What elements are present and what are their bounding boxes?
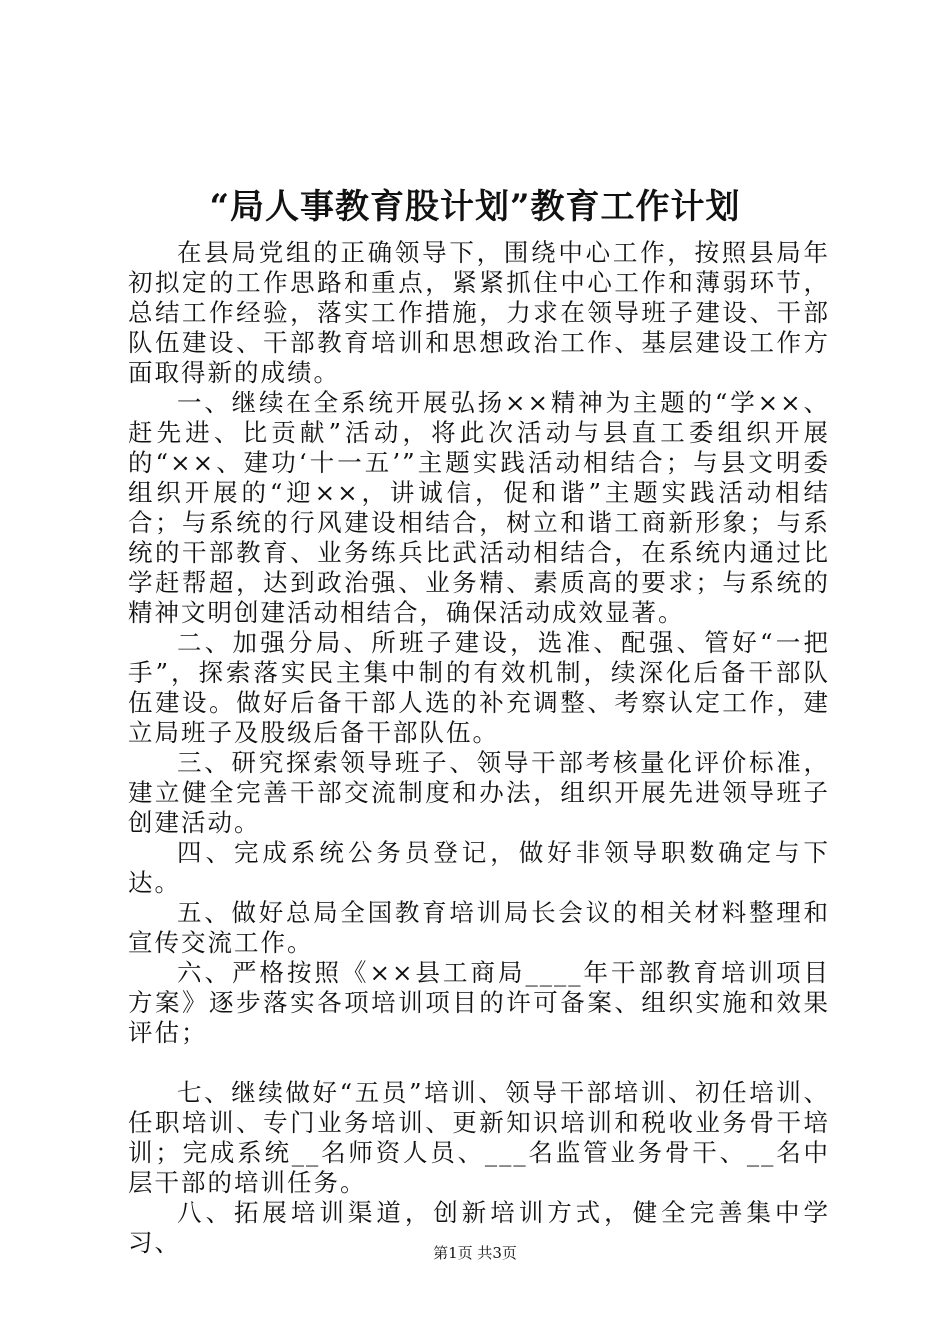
paragraph-item-2: 二、加强分局、所班子建设，选准、配强、管好“一把手”，探索落实民主集中制的有效机制，续深化后备干部队伍建设。做好后备干部人选的补充调整、考察认定工作，建立局班子及股级后备干部队伍。	[128, 628, 830, 747]
paragraph-item-5: 五、做好总局全国教育培训局长会议的相关材料整理和宣传交流工作。	[128, 898, 830, 957]
blank-line	[128, 1048, 830, 1078]
paragraph-item-4: 四、完成系统公务员登记，做好非领导职数确定与下达。	[128, 838, 830, 897]
document-title: “局人事教育股计划”教育工作计划	[209, 187, 741, 227]
document-body	[128, 238, 830, 1258]
page-footer: 第1页 共3页	[433, 1244, 517, 1262]
paragraph-item-6: 六、严格按照《××县工商局____年干部教育培训项目方案》逐步落实各项培训项目的许可备案、组织实施和效果评估；	[128, 958, 830, 1047]
paragraph-intro: 在县局党组的正确领导下，围绕中心工作，按照县局年初拟定的工作思路和重点，紧紧抓住中心工作和薄弱环节，总结工作经验，落实工作措施，力求在领导班子建设、干部队伍建设、干部教育培训和思想政治工作、基层建设工作方面取得新的成绩。	[128, 238, 830, 387]
paragraph-item-3: 三、研究探索领导班子、领导干部考核量化评价标准，建立健全完善干部交流制度和办法，组织开展先进领导班子创建活动。	[128, 748, 830, 837]
paragraph-item-8: 八、拓展培训渠道，创新培训方式，健全完善集中学习、	[128, 1198, 830, 1257]
paragraph-item-7: 七、继续做好“五员”培训、领导干部培训、初任培训、任职培训、专门业务培训、更新知识培训和税收业务骨干培训；完成系统__名师资人员、___名监管业务骨干、__名中层干部的培训任务。	[128, 1078, 830, 1197]
paragraph-item-1: 一、继续在全系统开展弘扬××精神为主题的“学××、赶先进、比贡献”活动，将此次活动与县直工委组织开展的“××、建功‘十一五’”主题实践活动相结合；与县文明委组织开展的“迎××，讲诚信，促和谐”主题实践活动相结合；与系统的行风建设相结合，树立和谐工商新形象；与系统的干部教育、业务练兵比武活动相结合，在系统内通过比学赶帮超，达到政治强、业务精、素质高的要求；与系统的精神文明创建活动相结合，确保活动成效显著。	[128, 388, 830, 627]
